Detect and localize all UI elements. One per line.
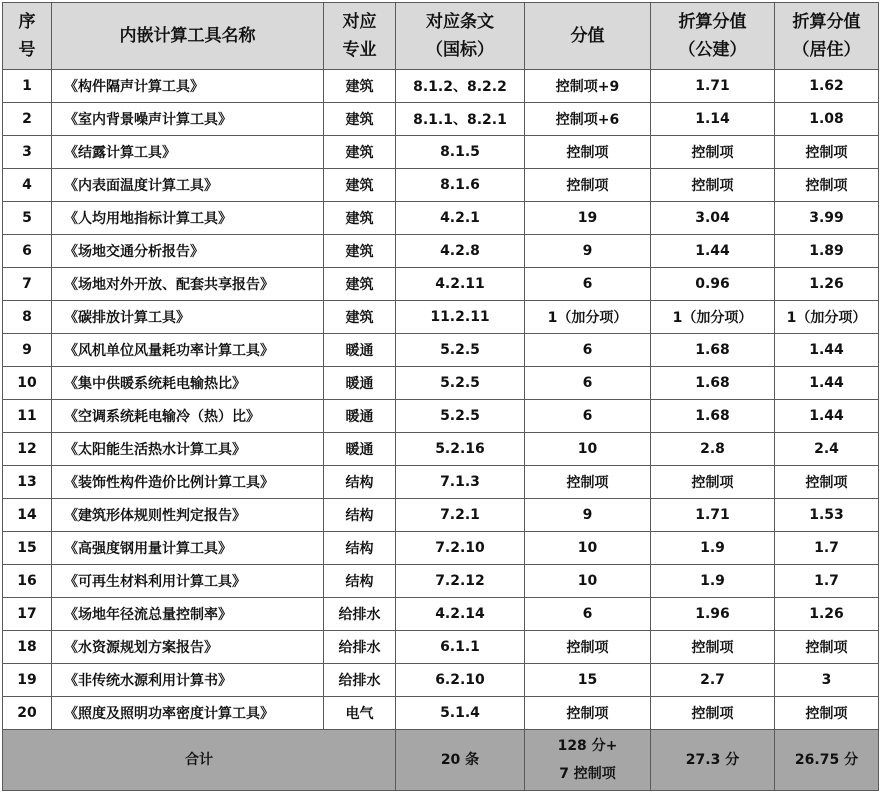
cell-clause: 7.2.1 — [396, 499, 525, 532]
cell-major: 给排水 — [324, 664, 396, 697]
cell-clause: 4.2.14 — [396, 598, 525, 631]
cell-major: 建筑 — [324, 235, 396, 268]
cell-major: 电气 — [324, 697, 396, 730]
cell-seq: 4 — [3, 169, 52, 202]
table-row — [3, 268, 879, 301]
total-score-line-2: 7 控制项 — [559, 766, 616, 782]
cell-residential-score: 1.89 — [775, 235, 879, 268]
cell-public-score: 控制项 — [651, 631, 775, 664]
cell-residential-score: 1.7 — [775, 532, 879, 565]
cell-tool-name: 《风机单位风量耗功率计算工具》 — [52, 334, 324, 367]
cell-clause: 8.1.6 — [396, 169, 525, 202]
cell-score: 控制项 — [525, 466, 651, 499]
cell-residential-score: 控制项 — [775, 136, 879, 169]
cell-score: 10 — [525, 565, 651, 598]
cell-public-score: 1.9 — [651, 532, 775, 565]
table-row — [3, 202, 879, 235]
cell-seq: 9 — [3, 334, 52, 367]
cell-residential-score: 2.4 — [775, 433, 879, 466]
cell-score: 15 — [525, 664, 651, 697]
table-row — [3, 631, 879, 664]
header-residential-line-1: 折算分值 — [792, 12, 861, 32]
cell-major: 暖通 — [324, 433, 396, 466]
table-row — [3, 235, 879, 268]
cell-score: 6 — [525, 367, 651, 400]
cell-tool-name: 《空调系统耗电输冷（热）比》 — [52, 400, 324, 433]
cell-score: 6 — [525, 334, 651, 367]
cell-major: 建筑 — [324, 136, 396, 169]
cell-major: 建筑 — [324, 169, 396, 202]
cell-residential-score: 1.26 — [775, 598, 879, 631]
cell-clause: 7.2.10 — [396, 532, 525, 565]
cell-score: 1（加分项） — [525, 301, 651, 334]
table-wrapper — [2, 2, 879, 791]
total-public: 27.3 分 — [651, 730, 775, 791]
cell-seq: 1 — [3, 70, 52, 103]
cell-tool-name: 《非传统水源利用计算书》 — [52, 664, 324, 697]
cell-tool-name: 《装饰性构件造价比例计算工具》 — [52, 466, 324, 499]
table-row — [3, 103, 879, 136]
cell-major: 暖通 — [324, 400, 396, 433]
cell-public-score: 0.96 — [651, 268, 775, 301]
cell-residential-score: 1.44 — [775, 400, 879, 433]
cell-major: 结构 — [324, 466, 396, 499]
cell-score: 控制项+6 — [525, 103, 651, 136]
cell-public-score: 1.71 — [651, 70, 775, 103]
cell-score: 6 — [525, 598, 651, 631]
cell-seq: 7 — [3, 268, 52, 301]
cell-tool-name: 《集中供暖系统耗电输热比》 — [52, 367, 324, 400]
cell-seq: 16 — [3, 565, 52, 598]
cell-score: 10 — [525, 532, 651, 565]
header-clause-line-2: （国标） — [426, 40, 494, 60]
cell-score: 控制项 — [525, 136, 651, 169]
cell-score: 6 — [525, 400, 651, 433]
cell-public-score: 1.68 — [651, 367, 775, 400]
cell-public-score: 1.14 — [651, 103, 775, 136]
header-clause-line-1: 对应条文 — [426, 12, 494, 32]
cell-major: 建筑 — [324, 103, 396, 136]
table-row — [3, 400, 879, 433]
cell-residential-score: 3 — [775, 664, 879, 697]
total-label: 合计 — [3, 730, 396, 791]
header-row — [3, 3, 879, 70]
cell-seq: 19 — [3, 664, 52, 697]
cell-residential-score: 控制项 — [775, 631, 879, 664]
header-score: 分值 — [525, 3, 651, 70]
cell-seq: 18 — [3, 631, 52, 664]
cell-public-score: 控制项 — [651, 136, 775, 169]
cell-clause: 5.2.16 — [396, 433, 525, 466]
table-footer — [3, 730, 879, 791]
cell-public-score: 3.04 — [651, 202, 775, 235]
total-score-line-1: 128 分+ — [557, 738, 618, 754]
total-row — [3, 730, 879, 791]
cell-public-score: 1.68 — [651, 400, 775, 433]
cell-score: 9 — [525, 499, 651, 532]
table-row — [3, 466, 879, 499]
cell-public-score: 1.71 — [651, 499, 775, 532]
cell-clause: 4.2.8 — [396, 235, 525, 268]
cell-tool-name: 《场地年径流总量控制率》 — [52, 598, 324, 631]
cell-seq: 20 — [3, 697, 52, 730]
header-seq-line-1: 序 — [18, 12, 36, 32]
table-row — [3, 532, 879, 565]
cell-major: 给排水 — [324, 598, 396, 631]
cell-seq: 14 — [3, 499, 52, 532]
header-major-line-1: 对应 — [342, 12, 377, 32]
cell-seq: 12 — [3, 433, 52, 466]
table-row — [3, 301, 879, 334]
cell-clause: 6.1.1 — [396, 631, 525, 664]
header-public-line-2: （公建） — [678, 40, 747, 60]
cell-public-score: 1.68 — [651, 334, 775, 367]
cell-tool-name: 《人均用地指标计算工具》 — [52, 202, 324, 235]
table-row — [3, 367, 879, 400]
cell-clause: 8.1.1、8.2.1 — [396, 103, 525, 136]
table-row — [3, 598, 879, 631]
table-body — [3, 70, 879, 730]
cell-seq: 10 — [3, 367, 52, 400]
cell-residential-score: 控制项 — [775, 697, 879, 730]
header-public-score — [651, 3, 775, 70]
calculation-tools-table — [2, 2, 879, 791]
cell-score: 9 — [525, 235, 651, 268]
cell-tool-name: 《太阳能生活热水计算工具》 — [52, 433, 324, 466]
cell-residential-score: 1.7 — [775, 565, 879, 598]
table-header — [3, 3, 879, 70]
cell-residential-score: 3.99 — [775, 202, 879, 235]
cell-tool-name: 《水资源规划方案报告》 — [52, 631, 324, 664]
total-residential: 26.75 分 — [775, 730, 879, 791]
cell-score: 控制项 — [525, 631, 651, 664]
header-major — [324, 3, 396, 70]
table-row — [3, 334, 879, 367]
cell-major: 建筑 — [324, 268, 396, 301]
cell-clause: 5.2.5 — [396, 334, 525, 367]
cell-public-score: 2.7 — [651, 664, 775, 697]
cell-public-score: 1（加分项） — [651, 301, 775, 334]
header-major-line-2: 专业 — [342, 40, 377, 60]
header-seq — [3, 3, 52, 70]
cell-tool-name: 《建筑形体规则性判定报告》 — [52, 499, 324, 532]
cell-clause: 5.1.4 — [396, 697, 525, 730]
cell-tool-name: 《场地对外开放、配套共享报告》 — [52, 268, 324, 301]
cell-residential-score: 1.08 — [775, 103, 879, 136]
cell-residential-score: 1.44 — [775, 367, 879, 400]
cell-clause: 5.2.5 — [396, 400, 525, 433]
cell-public-score: 1.9 — [651, 565, 775, 598]
cell-score: 控制项 — [525, 169, 651, 202]
cell-tool-name: 《场地交通分析报告》 — [52, 235, 324, 268]
cell-score: 控制项+9 — [525, 70, 651, 103]
cell-residential-score: 1（加分项） — [775, 301, 879, 334]
cell-public-score: 2.8 — [651, 433, 775, 466]
header-seq-line-2: 号 — [18, 40, 36, 60]
cell-tool-name: 《内表面温度计算工具》 — [52, 169, 324, 202]
cell-public-score: 控制项 — [651, 466, 775, 499]
cell-major: 结构 — [324, 565, 396, 598]
header-clause — [396, 3, 525, 70]
cell-seq: 17 — [3, 598, 52, 631]
table-row — [3, 433, 879, 466]
cell-seq: 3 — [3, 136, 52, 169]
cell-residential-score: 控制项 — [775, 169, 879, 202]
cell-seq: 2 — [3, 103, 52, 136]
cell-seq: 8 — [3, 301, 52, 334]
total-clause: 20 条 — [396, 730, 525, 791]
cell-seq: 6 — [3, 235, 52, 268]
table-row — [3, 697, 879, 730]
cell-public-score: 1.44 — [651, 235, 775, 268]
cell-clause: 4.2.1 — [396, 202, 525, 235]
cell-major: 建筑 — [324, 202, 396, 235]
cell-residential-score: 1.44 — [775, 334, 879, 367]
table-row — [3, 169, 879, 202]
table-row — [3, 499, 879, 532]
cell-tool-name: 《室内背景噪声计算工具》 — [52, 103, 324, 136]
cell-major: 建筑 — [324, 70, 396, 103]
cell-public-score: 控制项 — [651, 697, 775, 730]
cell-score: 10 — [525, 433, 651, 466]
cell-seq: 5 — [3, 202, 52, 235]
table-row — [3, 136, 879, 169]
cell-major: 结构 — [324, 499, 396, 532]
header-residential-line-2: （居住） — [792, 40, 861, 60]
cell-clause: 4.2.11 — [396, 268, 525, 301]
table-row — [3, 565, 879, 598]
cell-score: 控制项 — [525, 697, 651, 730]
cell-residential-score: 控制项 — [775, 466, 879, 499]
cell-tool-name: 《碳排放计算工具》 — [52, 301, 324, 334]
cell-major: 建筑 — [324, 301, 396, 334]
cell-tool-name: 《可再生材料利用计算工具》 — [52, 565, 324, 598]
cell-seq: 15 — [3, 532, 52, 565]
cell-clause: 7.1.3 — [396, 466, 525, 499]
cell-residential-score: 1.62 — [775, 70, 879, 103]
cell-major: 结构 — [324, 532, 396, 565]
cell-clause: 7.2.12 — [396, 565, 525, 598]
total-score — [525, 730, 651, 791]
cell-tool-name: 《结露计算工具》 — [52, 136, 324, 169]
cell-clause: 6.2.10 — [396, 664, 525, 697]
cell-clause: 5.2.5 — [396, 367, 525, 400]
cell-tool-name: 《高强度钢用量计算工具》 — [52, 532, 324, 565]
cell-major: 给排水 — [324, 631, 396, 664]
cell-clause: 8.1.5 — [396, 136, 525, 169]
header-tool-name: 内嵌计算工具名称 — [52, 3, 324, 70]
cell-seq: 13 — [3, 466, 52, 499]
cell-public-score: 1.96 — [651, 598, 775, 631]
cell-major: 暖通 — [324, 367, 396, 400]
cell-public-score: 控制项 — [651, 169, 775, 202]
cell-score: 6 — [525, 268, 651, 301]
cell-tool-name: 《构件隔声计算工具》 — [52, 70, 324, 103]
cell-seq: 11 — [3, 400, 52, 433]
cell-residential-score: 1.53 — [775, 499, 879, 532]
cell-tool-name: 《照度及照明功率密度计算工具》 — [52, 697, 324, 730]
cell-clause: 11.2.11 — [396, 301, 525, 334]
table-row — [3, 70, 879, 103]
cell-major: 暖通 — [324, 334, 396, 367]
cell-residential-score: 1.26 — [775, 268, 879, 301]
header-residential-score — [775, 3, 879, 70]
header-public-line-1: 折算分值 — [678, 12, 747, 32]
table-row — [3, 664, 879, 697]
cell-clause: 8.1.2、8.2.2 — [396, 70, 525, 103]
cell-score: 19 — [525, 202, 651, 235]
